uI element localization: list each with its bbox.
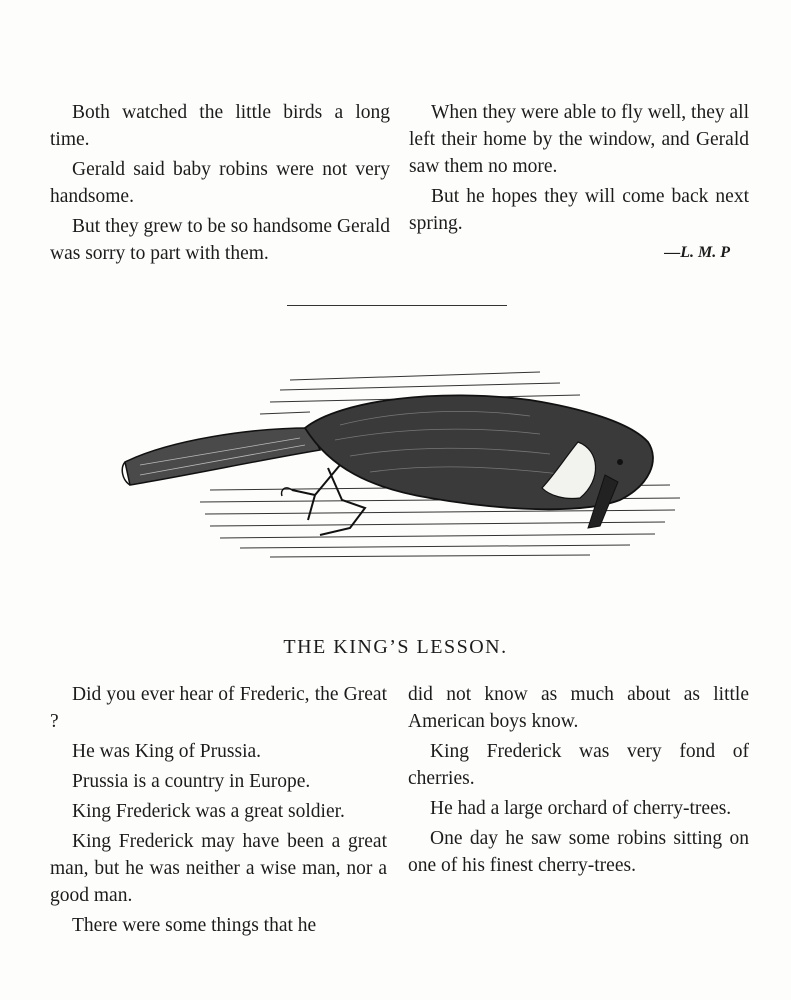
paragraph: But he hopes they will come back next spring.: [409, 186, 749, 234]
story-title: THE KING’S LESSON.: [283, 636, 508, 658]
paragraph: Both watched the little birds a long time.: [50, 102, 390, 150]
paragraph: Gerald said baby robins were not very handsome.: [50, 159, 390, 207]
paragraph: King Frederick was a great soldier.: [72, 801, 345, 822]
paragraph: There were some things that he: [72, 915, 317, 936]
story2-right-column: [408, 681, 749, 882]
paragraph: But they grew to be so handsome Gerald was sorry to part with them.: [50, 216, 390, 264]
dead-robin-illustration: [110, 350, 690, 580]
story1-right-column: [409, 99, 749, 240]
paragraph: King Frederick may have been a great man, but he was neither a wise man, nor a good man.: [50, 831, 387, 906]
paragraph: Did you ever hear of Frederic, the Great ?: [50, 684, 387, 732]
paragraph: Prussia is a country in Europe.: [72, 771, 311, 792]
story1-left-column: [50, 99, 390, 270]
section-divider: [287, 305, 507, 306]
paragraph: did not know as much about as little American boys know.: [408, 684, 749, 732]
paragraph: When they were able to fly well, they all left their home by the window, and Gerald saw them no more.: [409, 102, 749, 177]
author-signature: —L. M. P: [664, 244, 730, 261]
paragraph: King Frederick was very fond of cherries.: [408, 741, 749, 789]
story2-left-column: [50, 681, 387, 942]
paragraph: He was King of Prussia.: [72, 741, 262, 762]
paragraph: One day he saw some robins sitting on one of his finest cherry-trees.: [408, 828, 749, 876]
paragraph: He had a large orchard of cherry-trees.: [430, 798, 732, 819]
